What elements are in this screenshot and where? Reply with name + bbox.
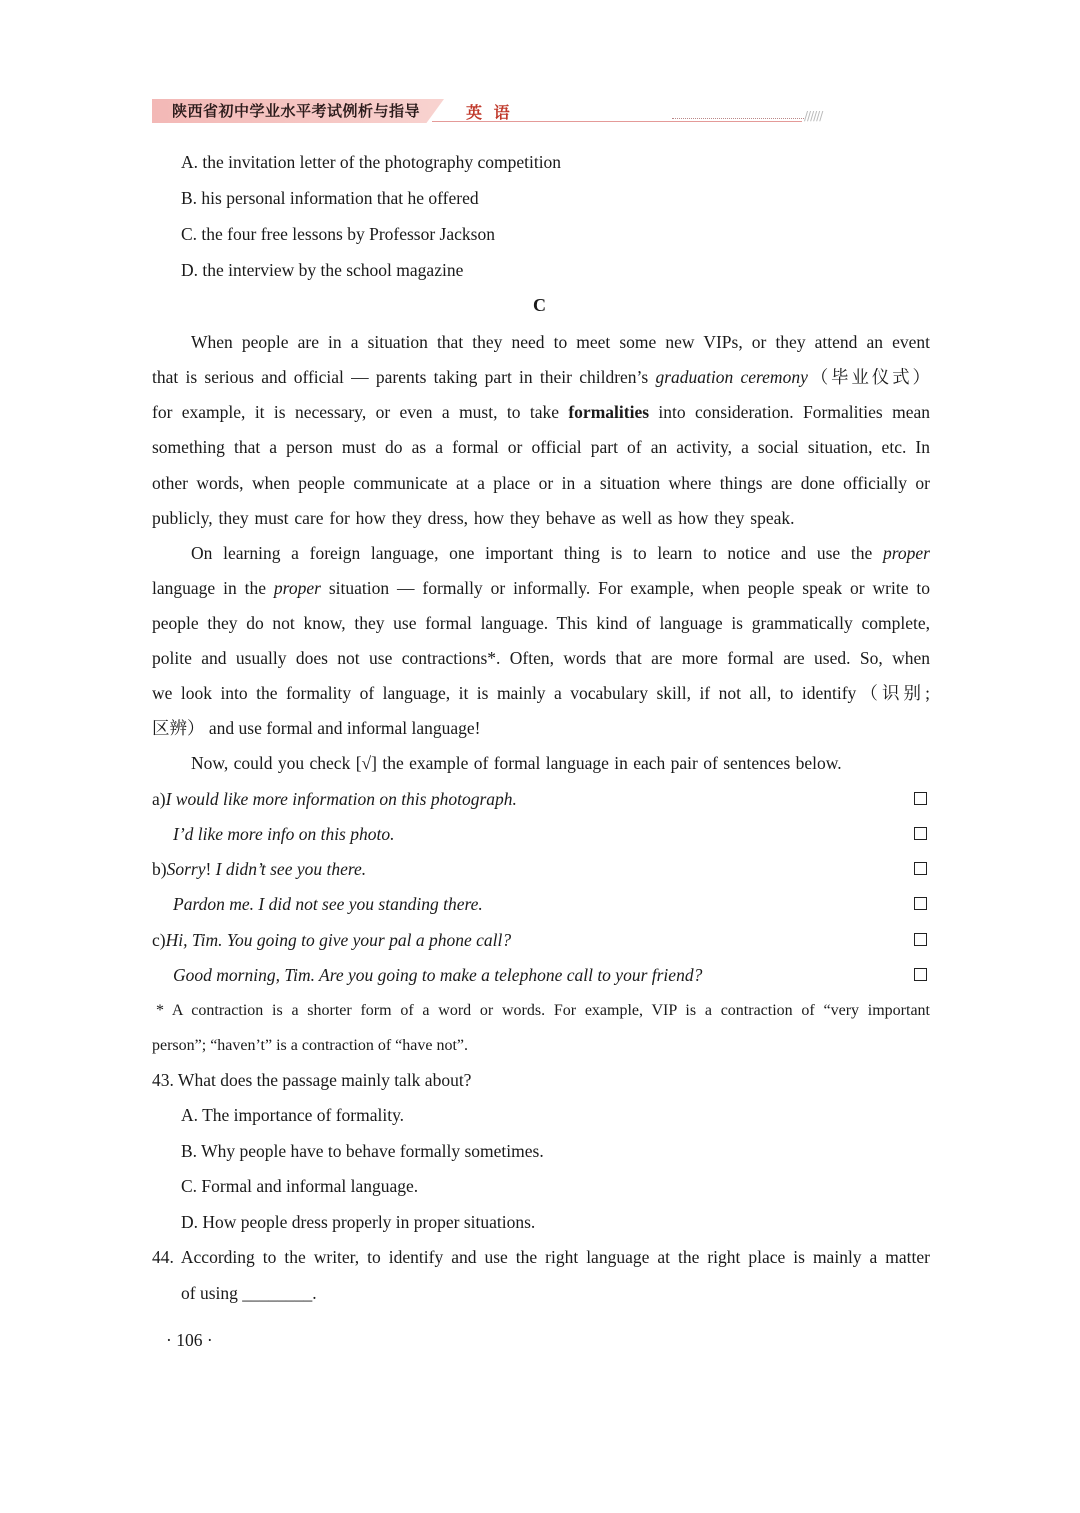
pair-c-sentence-1: Hi, Tim. You going to give your pal a phone call? [165,930,512,950]
section-heading: C [533,295,546,315]
pair-a-checkbox-2[interactable] [914,827,927,840]
p1-term-graduation-ceremony: graduation ceremony [655,367,808,387]
q43-option-d: D. How people dress properly in proper situations. [181,1212,536,1232]
p1-line-1: When people are in a situation that they need to meet some new VIPs, or they attend an event [191,332,930,352]
pair-a-checkbox-1[interactable] [914,792,927,805]
page-number: · 106 · [166,1330,213,1350]
pair-a-sentence-1: I would like more information on this photograph. [165,789,517,809]
p1-line-6: publicly, they must care for how they dress, how they behave as well as how they speak. [152,508,795,528]
pair-c-sentence-2: Good morning, Tim. Are you going to make a telephone call to your friend? [173,965,703,985]
book-title: 陕西省初中学业水平考试例析与指导 [172,102,421,120]
pair-a-first [152,787,517,811]
pair-a-label: a) [152,789,166,809]
pair-b-sentence-1: I didn’t see you there. [215,859,367,879]
p1-line-2 [152,365,930,389]
q43-option-a: A. The importance of formality. [181,1105,405,1125]
header-dotted-rule [672,118,804,119]
prev-option-b: B. his personal information that he offered [181,188,479,208]
p1-line-2-text: that is serious and official — parents taking part in their children’s [152,367,656,387]
subject-label: 英 语 [466,103,513,122]
q44-answer-blank[interactable]: ________ [242,1283,313,1303]
header-slash-decoration: ////// [804,109,823,123]
p3-instruction: Now, could you check [√] the example of formal language in each pair of sentences below. [191,753,842,773]
p2-line-4: polite and usually does not use contractions*. Often, words that are more formal are used. So, when [152,648,930,668]
pair-b-checkbox-2[interactable] [914,897,927,910]
q43-option-b: B. Why people have to behave formally sometimes. [181,1141,544,1161]
p1-line-5: other words, when people communicate at a place or in a situation where things are done officially or [152,473,930,493]
p1-term-formalities: formalities [568,402,650,422]
p1-line-3-text-a: for example, [152,402,255,422]
q44-period: . [312,1283,317,1303]
prev-option-c: C. the four free lessons by Professor Jackson [181,224,495,244]
q44-stem-line-2 [181,1281,317,1305]
pair-c-checkbox-1[interactable] [914,933,927,946]
q44-stem-line-1: 44. According to the writer, to identify and use the right language at the right place is mainly a matter [152,1247,930,1267]
p2-line-3: people they do not know, they use formal language. This kind of language is grammatically complete, [152,613,930,633]
pair-a-sentence-2: I’d like more info on this photo. [173,824,395,844]
prev-option-d: D. the interview by the school magazine [181,260,464,280]
pair-b-sentence-2: Pardon me. I did not see you standing there. [173,894,483,914]
pair-b-checkbox-1[interactable] [914,862,927,875]
p2-line-2 [152,576,930,600]
p2-line-2-text-c: situation — formally or informally. For example, when people speak or write to [320,578,931,598]
header-rule [432,121,802,122]
p2-term-proper-1: proper [883,543,930,563]
pair-b-first [152,857,366,881]
pair-b-word-sorry: Sorry [166,859,206,879]
prev-option-a: A. the invitation letter of the photography competition [181,152,562,172]
p1-line-4: something that a person must do as a formal or official part of an activity, a social situation, etc. In [152,437,930,457]
p1-line-3 [152,400,930,424]
q43-stem: 43. What does the passage mainly talk about? [152,1070,472,1090]
p2-line-2-text-a: language in the [152,578,274,598]
p2-line-5: we look into the formality of language, it is mainly a vocabulary skill, if not all, to identify（识别; [152,683,930,703]
pair-c-first [152,928,511,952]
p2-line-1 [191,541,930,565]
pair-c-label: c) [152,930,166,950]
page-header [152,96,842,126]
q43-option-c: C. Formal and informal language. [181,1176,419,1196]
p2-term-proper-2: proper [273,578,321,598]
p1-line-3-text-b: it is necessary, or even a must, to take [254,402,569,422]
p1-line-2-gloss: （毕业仪式） [807,367,930,387]
p2-line-1-text: On learning a foreign language, one important thing is to learn to notice and use the [191,543,883,563]
footnote-line-1: * A contraction is a shorter form of a word or words. For example, VIP is a contraction of “very important [156,1002,930,1019]
pair-b-label: b) [152,859,167,879]
pair-c-checkbox-2[interactable] [914,968,927,981]
p1-line-3-text-d: into consideration. Formalities mean [649,402,931,422]
pair-b-exclamation: ! [205,859,216,879]
footnote-line-2: person”; “haven’t” is a contraction of “have not”. [152,1037,469,1054]
p2-line-6: 区辨） and use formal and informal language! [152,718,481,738]
q44-text: of using [181,1283,243,1303]
